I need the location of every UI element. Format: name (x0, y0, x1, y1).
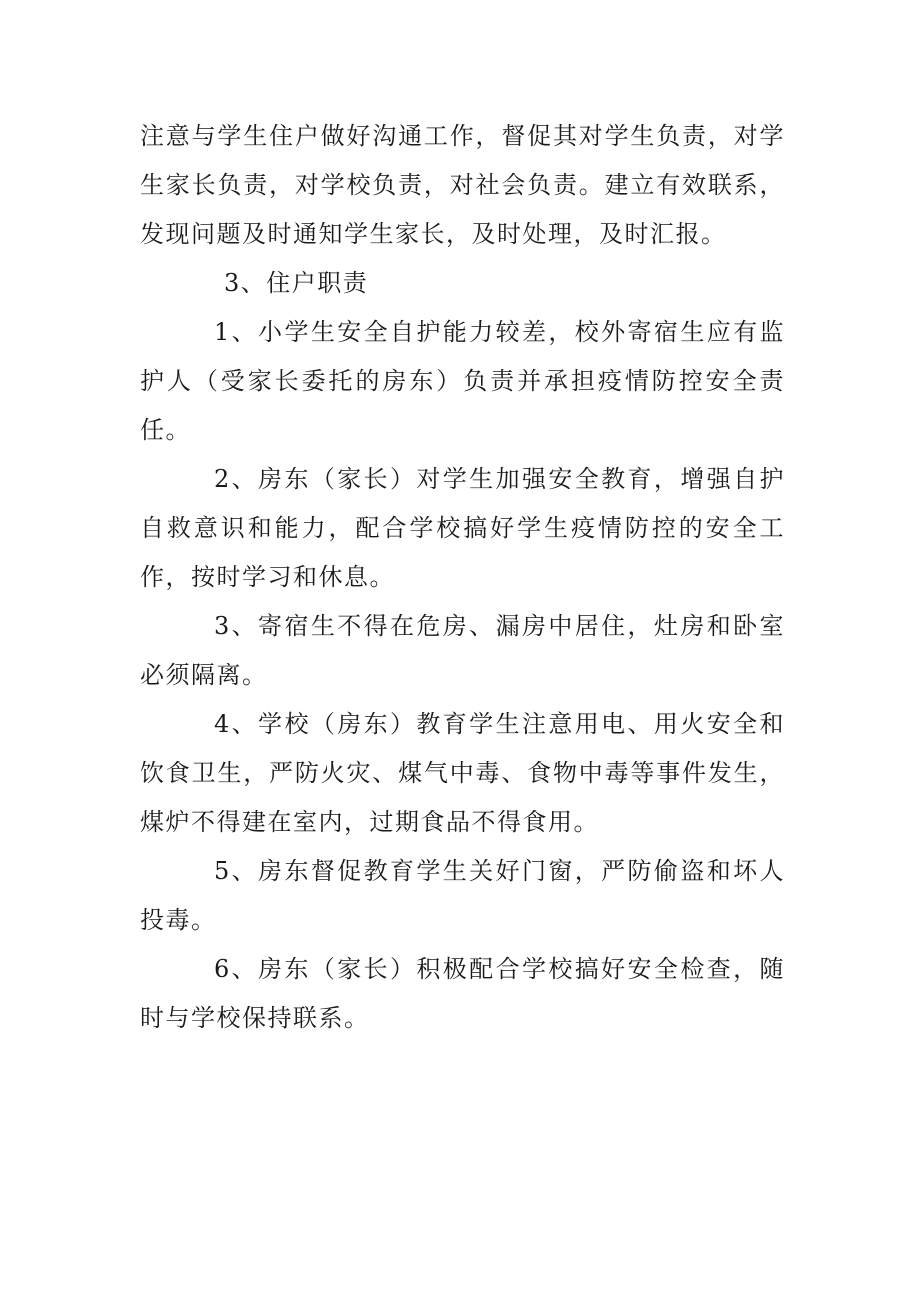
paragraph-item-4: 4、学校（房东）教育学生注意用电、用火安全和饮食卫生，严防火灾、煤气中毒、食物中毒等事件发生，煤炉不得建在室内，过期食品不得食用。 (140, 710, 785, 836)
paragraph-item-5: 5、房东督促教育学生关好门窗，严防偷盗和坏人投毒。 (140, 857, 785, 934)
paragraph-item-3: 3、寄宿生不得在危房、漏房中居住，灶房和卧室必须隔离。 (140, 612, 785, 689)
paragraph-continued: 注意与学生住户做好沟通工作，督促其对学生负责，对学生家长负责，对学校负责，对社会负责。建立有效联系，发现问题及时通知学生家长，及时处理，及时汇报。 (140, 122, 785, 248)
paragraph-item-1: 1、小学生安全自护能力较差，校外寄宿生应有监护人（受家长委托的房东）负责并承担疫情防控安全责任。 (140, 318, 785, 444)
document-body (140, 112, 785, 1043)
paragraph-item-6: 6、房东（家长）积极配合学校搞好安全检查，随时与学校保持联系。 (140, 955, 785, 1032)
section-heading: 3、住户职责 (224, 269, 369, 297)
paragraph-item-2: 2、房东（家长）对学生加强安全教育，增强自护自救意识和能力，配合学校搞好学生疫情防控的安全工作，按时学习和休息。 (140, 465, 785, 591)
